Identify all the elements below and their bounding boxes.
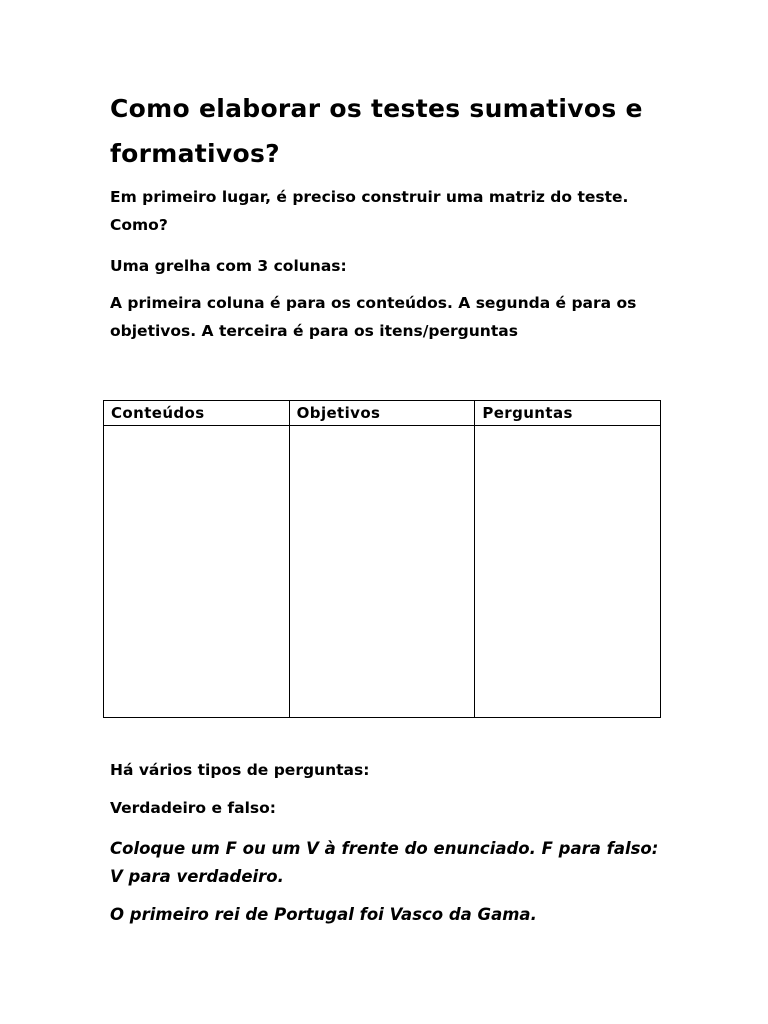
true-false-example: O primeiro rei de Portugal foi Vasco da Gama. — [110, 905, 537, 924]
test-matrix-table — [103, 400, 661, 718]
header-perguntas: Perguntas — [475, 401, 661, 426]
document-title: Como elaborar os testes sumativos e formativos? — [110, 94, 643, 168]
header-objetivos: Objetivos — [289, 401, 475, 426]
grid-intro-paragraph: Uma grelha com 3 colunas: — [110, 257, 347, 275]
question-types-intro: Há vários tipos de perguntas: — [110, 761, 370, 779]
true-false-instruction: Coloque um F ou um V à frente do enunciado. F para falso: V para verdadeiro. — [110, 839, 659, 886]
cell-objetivos — [289, 426, 475, 718]
cell-conteudos — [104, 426, 290, 718]
table-header-row — [104, 401, 661, 426]
columns-description-paragraph: A primeira coluna é para os conteúdos. A segunda é para os objetivos. A terceira é para os itens/perguntas — [110, 294, 637, 340]
intro-paragraph: Em primeiro lugar, é preciso construir uma matriz do teste. Como? — [110, 188, 629, 234]
cell-perguntas — [475, 426, 661, 718]
header-conteudos: Conteúdos — [104, 401, 290, 426]
true-false-heading: Verdadeiro e falso: — [110, 799, 276, 817]
table-row — [104, 426, 661, 718]
